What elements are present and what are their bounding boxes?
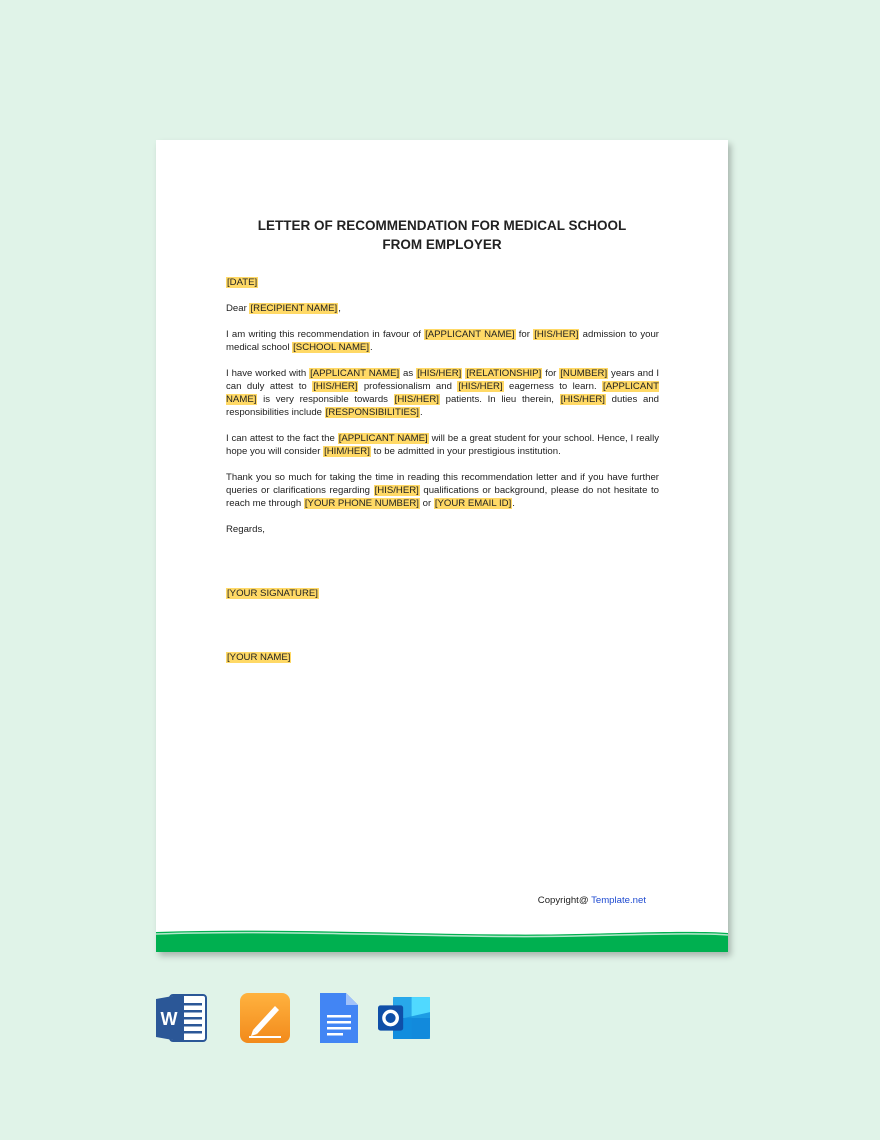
applicant-name-field: [APPLICANT NAME] (226, 381, 660, 405)
text: . (370, 342, 373, 353)
relationship-field: [RELATIONSHIP] (466, 368, 542, 379)
copyright-notice (538, 895, 646, 906)
number-field: [NUMBER] (560, 368, 608, 379)
text: I am writing this recommendation in favour of (226, 329, 425, 340)
svg-text:W: W (160, 1009, 178, 1029)
applicant-name-field: [APPLICANT NAME] (310, 368, 400, 379)
salutation (226, 302, 659, 315)
phone-number-field: [YOUR PHONE NUMBER] (304, 498, 419, 509)
signature-field: [YOUR SIGNATURE] (227, 588, 318, 599)
applicant-name-field: [APPLICANT NAME] (425, 329, 515, 340)
closing: Regards, (226, 524, 265, 535)
his-her-field: [HIS/HER] (534, 329, 579, 340)
text: to be admitted in your prestigious institution. (370, 446, 561, 457)
text: duties and responsibilities include (226, 394, 659, 418)
pages-icon[interactable] (239, 993, 291, 1043)
text: will be a great student for your school. Hence, I really hope you will consider (226, 433, 659, 457)
letter-body (226, 276, 659, 677)
text: years and I can duly attest to (226, 368, 659, 392)
text: Thank you so much for taking the time in reading this recommendation letter and if you have further queries or clarifications regarding (226, 472, 659, 496)
brand-link[interactable]: Template.net (591, 895, 646, 906)
text: I have worked with (226, 368, 310, 379)
salutation-prefix: Dear (226, 303, 250, 314)
signature-line (226, 587, 659, 600)
title-line-2: FROM EMPLOYER (382, 237, 502, 252)
applicant-name-field: [APPLICANT NAME] (338, 433, 428, 444)
him-her-field: [HIM/HER] (324, 446, 370, 457)
paragraph-1 (226, 328, 659, 354)
his-her-field: [HIS/HER] (417, 368, 462, 379)
text: for (515, 329, 534, 340)
name-line (226, 651, 659, 664)
recipient-name-field: [RECIPIENT NAME] (250, 303, 338, 314)
date-line (226, 276, 659, 289)
date-field: [DATE] (227, 277, 258, 288)
text: is very responsible towards (257, 394, 394, 405)
school-name-field: [SCHOOL NAME] (293, 342, 369, 353)
paragraph-4 (226, 471, 659, 510)
letter-title (156, 216, 728, 254)
salutation-suffix: , (338, 303, 341, 314)
copyright-prefix: Copyright@ (537, 895, 592, 906)
text: . (512, 498, 515, 509)
text: I can attest to the fact the (226, 433, 338, 444)
responsibilities-field: [RESPONSIBILITIES] (325, 407, 419, 418)
his-her-field: [HIS/HER] (313, 381, 358, 392)
letter-page (156, 140, 728, 952)
text: or (419, 498, 434, 509)
text: professionalism and (358, 381, 458, 392)
green-wave-footer (156, 928, 728, 952)
word-icon[interactable] (156, 993, 208, 1043)
his-her-field: [HIS/HER] (394, 394, 439, 405)
email-id-field: [YOUR EMAIL ID] (434, 498, 512, 509)
your-name-field: [YOUR NAME] (227, 652, 291, 663)
google-docs-icon[interactable] (314, 993, 366, 1043)
paragraph-2 (226, 367, 659, 419)
text: admission to your medical school (226, 329, 659, 353)
text: qualifications or background, please do not hesitate to reach me through (226, 485, 659, 509)
text: . (419, 407, 423, 418)
text: eagerness to learn. (503, 381, 603, 392)
text: as (400, 368, 417, 379)
title-line-1: LETTER OF RECOMMENDATION FOR MEDICAL SCHOOL (257, 218, 627, 233)
his-her-field: [HIS/HER] (560, 394, 605, 405)
text: patients. In lieu therein, (439, 394, 560, 405)
his-her-field: [HIS/HER] (458, 381, 503, 392)
text: for (542, 368, 560, 379)
paragraph-3 (226, 432, 659, 458)
his-her-field: [HIS/HER] (374, 485, 419, 496)
outlook-icon[interactable] (378, 993, 430, 1043)
